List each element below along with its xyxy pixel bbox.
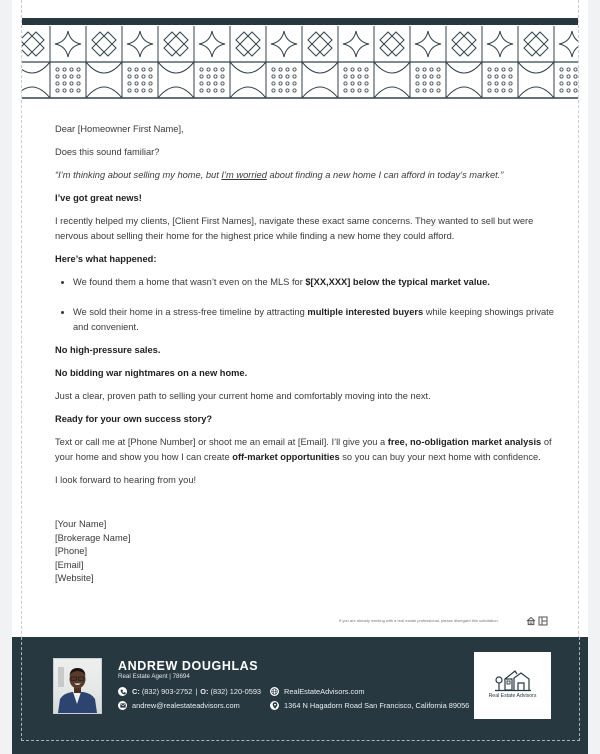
logo-text: Real Estate Advisors (488, 693, 537, 699)
dot-motif (200, 82, 203, 85)
dot-motif (63, 89, 66, 92)
cta-text: of your home and show you how I can create (55, 437, 552, 462)
dot-motif (344, 82, 347, 85)
agent-photo (53, 658, 102, 714)
arc-motif-bottom (22, 87, 50, 98)
dot-motif (293, 82, 296, 85)
dot-motif (416, 82, 419, 85)
arc-motif-bottom (158, 87, 194, 98)
agent-name: ANDREW DOUGHLAS (118, 659, 259, 673)
dot-motif (495, 68, 498, 71)
dot-motif (560, 89, 563, 92)
dot-motif (207, 82, 210, 85)
map-pin-icon (270, 701, 279, 710)
homeowner-quote (55, 168, 565, 183)
dot-motif (77, 68, 80, 71)
dot-motif (200, 89, 203, 92)
dot-motif (221, 75, 224, 78)
dot-motif (128, 89, 131, 92)
dot-motif (286, 75, 289, 78)
dot-motif (365, 75, 368, 78)
bullet-text-end: while keeping showings private and convenient. (73, 307, 554, 332)
dot-motif (279, 75, 282, 78)
dot-motif (365, 89, 368, 92)
clear-path-line: Just a clear, proven path to selling your current home and comfortably moving into the next. (55, 391, 431, 401)
star-motif (415, 31, 441, 57)
greeting: Dear [Homeowner First Name], (55, 124, 184, 134)
quote-end: about finding a new home I can afford in today’s market.” (266, 170, 504, 180)
dot-motif (430, 89, 433, 92)
dot-motif (437, 82, 440, 85)
dot-motif (63, 75, 66, 78)
agent-address: 1364 N Hagadorn Road San Francisco, California 89056 (284, 701, 470, 710)
dot-motif (488, 82, 491, 85)
signature-phone: [Phone] (55, 546, 88, 557)
agent-title: Real Estate Agent | 78694 (118, 673, 190, 680)
arc-motif-bottom (446, 87, 482, 98)
arc-motif-top (302, 62, 338, 73)
crossed-square-motif (524, 32, 548, 56)
signature-website: [Website] (55, 573, 94, 584)
star-motif (271, 31, 297, 57)
dot-motif (200, 68, 203, 71)
house-logo-icon (495, 670, 531, 692)
dot-motif (214, 82, 217, 85)
dot-motif (574, 89, 577, 92)
dot-motif (149, 68, 152, 71)
ready-heading: Ready for your own success story? (55, 414, 213, 424)
arc-motif-top (22, 62, 50, 73)
dot-motif (423, 89, 426, 92)
dot-motif (495, 89, 498, 92)
dot-motif (279, 82, 282, 85)
dot-motif (70, 68, 73, 71)
address-row (270, 701, 469, 710)
happened-heading: Here’s what happened: (55, 254, 157, 264)
signature-name: [Your Name] (55, 519, 107, 529)
dot-motif (149, 82, 152, 85)
dot-motif (207, 89, 210, 92)
globe-icon (270, 687, 279, 696)
dot-motif (509, 89, 512, 92)
closing-line: I look forward to hearing from you! (55, 475, 197, 485)
arc-motif-bottom (374, 87, 410, 98)
dot-motif (488, 89, 491, 92)
no-bidding-line: No bidding war nightmares on a new home. (55, 368, 248, 378)
dot-motif (207, 75, 210, 78)
dot-motif (279, 68, 282, 71)
email-row (118, 701, 240, 710)
dot-motif (272, 82, 275, 85)
arc-motif-top (230, 62, 266, 73)
quote-start: “I’m thinking about selling my home, but (55, 170, 222, 180)
bullet-text: We sold their home in a stress-free timeline by attracting (73, 307, 308, 317)
dot-motif (560, 68, 563, 71)
dot-motif (142, 75, 145, 78)
dot-motif (488, 68, 491, 71)
crossed-square-motif (164, 32, 188, 56)
dot-motif (437, 68, 440, 71)
dot-motif (430, 68, 433, 71)
dot-motif (63, 68, 66, 71)
agent-portrait (54, 659, 101, 713)
star-motif (199, 31, 225, 57)
dot-motif (502, 89, 505, 92)
crossed-square-motif (380, 32, 404, 56)
crossed-square-motif (452, 32, 476, 56)
phone-icon (118, 687, 127, 696)
dot-motif (293, 75, 296, 78)
crossed-square-motif (308, 32, 332, 56)
dot-motif (56, 68, 59, 71)
dot-motif (293, 68, 296, 71)
dot-motif (286, 82, 289, 85)
arc-motif-bottom (302, 87, 338, 98)
cta-text: Text or call me at [Phone Number] or shoot me an email at [Email]. I’ll give you a (55, 437, 388, 447)
dot-motif (574, 68, 577, 71)
dot-motif (567, 82, 570, 85)
dot-motif (56, 89, 59, 92)
dot-motif (63, 82, 66, 85)
dot-motif (214, 75, 217, 78)
dot-motif (272, 68, 275, 71)
crossed-square-motif (236, 32, 260, 56)
signature-block (55, 518, 130, 586)
dot-motif (430, 82, 433, 85)
office-label: O: (200, 687, 209, 696)
bullet-text: We found them a home that wasn’t even on the MLS for (73, 277, 306, 287)
arc-motif-bottom (86, 87, 122, 98)
letter-body (55, 122, 565, 496)
cell-label: C: (132, 687, 140, 696)
dot-motif (509, 68, 512, 71)
dot-motif (574, 75, 577, 78)
phone-separator: | (195, 687, 198, 696)
bullet-bold: $[XX,XXX] below the typical market value. (305, 277, 490, 287)
cell-phone[interactable]: (832) 903-2752 (141, 687, 193, 696)
dot-motif (128, 75, 131, 78)
dot-motif (495, 75, 498, 78)
cta-bold: free, no-obligation market analysis (387, 437, 542, 447)
dot-motif (135, 68, 138, 71)
dot-motif (560, 82, 563, 85)
brokerage-logo (474, 652, 551, 719)
dot-motif (272, 89, 275, 92)
dot-motif (509, 75, 512, 78)
envelope-icon (118, 701, 127, 710)
dot-motif (437, 89, 440, 92)
geometric-pattern (22, 18, 578, 100)
dot-motif (495, 82, 498, 85)
dot-motif (358, 82, 361, 85)
arc-motif-top (86, 62, 122, 73)
star-motif (487, 31, 513, 57)
dot-motif (567, 89, 570, 92)
no-pressure-line: No high-pressure sales. (55, 345, 161, 355)
arc-motif-bottom (230, 87, 266, 98)
dot-motif (437, 75, 440, 78)
star-motif (343, 31, 369, 57)
arc-motif-bottom (518, 87, 554, 98)
opening-question: Does this sound familiar? (55, 147, 160, 157)
pattern-top-bar (22, 18, 578, 25)
star-motif (559, 31, 578, 57)
dot-motif (416, 89, 419, 92)
dot-motif (214, 89, 217, 92)
dot-motif (56, 82, 59, 85)
call-to-action (55, 435, 565, 465)
client-story: I recently helped my clients, [Client First Names], navigate these exact same concerns. They wanted to sell but were nervous about selling their home for the highest price while finding a new home they could afford. (55, 216, 534, 241)
dot-motif (344, 89, 347, 92)
dot-motif (207, 68, 210, 71)
signature-brokerage: [Brokerage Name] (55, 532, 131, 543)
dot-motif (560, 75, 563, 78)
dot-motif (502, 82, 505, 85)
list-item (73, 275, 565, 290)
dot-motif (142, 82, 145, 85)
agent-email[interactable]: andrew@realestateadvisors.com (132, 701, 240, 710)
arc-motif-top (158, 62, 194, 73)
dot-motif (149, 89, 152, 92)
dot-motif (416, 75, 419, 78)
dot-motif (488, 75, 491, 78)
cta-bold: off-market opportunities (232, 452, 340, 462)
signature-email: [Email] (55, 559, 84, 570)
dot-motif (423, 75, 426, 78)
dot-motif (351, 82, 354, 85)
dot-motif (358, 68, 361, 71)
dot-motif (135, 89, 138, 92)
dot-motif (567, 75, 570, 78)
results-list (55, 275, 565, 335)
dot-motif (128, 82, 131, 85)
dot-motif (56, 75, 59, 78)
star-motif (127, 31, 153, 57)
dot-motif (221, 89, 224, 92)
dot-motif (272, 75, 275, 78)
office-phone[interactable]: (832) 120-0593 (210, 687, 262, 696)
dot-motif (351, 89, 354, 92)
arc-motif-top (446, 62, 482, 73)
decorative-pattern-header (22, 18, 578, 100)
dot-motif (77, 82, 80, 85)
dot-motif (70, 75, 73, 78)
dot-motif (365, 68, 368, 71)
agent-website[interactable]: RealEstateAdvisors.com (284, 687, 365, 696)
headline: I’ve got great news! (55, 193, 142, 203)
dot-motif (149, 75, 152, 78)
website-row (270, 687, 365, 696)
dot-motif (77, 89, 80, 92)
dot-motif (70, 89, 73, 92)
dot-motif (142, 68, 145, 71)
dot-motif (358, 89, 361, 92)
dot-motif (509, 82, 512, 85)
solicitation-disclaimer: If you are already working with a real estate professional, please disregard this solicitation. (339, 618, 499, 623)
dot-motif (70, 82, 73, 85)
list-item (73, 305, 565, 335)
realtor-icon (538, 616, 548, 626)
dot-motif (574, 82, 577, 85)
dot-motif (279, 89, 282, 92)
dot-motif (135, 82, 138, 85)
dot-motif (567, 68, 570, 71)
dot-motif (135, 75, 138, 78)
cta-text: so you can buy your next home with confidence. (339, 452, 541, 462)
quote-underlined: I’m worried (221, 170, 267, 180)
dot-motif (423, 82, 426, 85)
bullet-bold: multiple interested buyers (307, 307, 424, 317)
dot-motif (142, 89, 145, 92)
dot-motif (221, 82, 224, 85)
dot-motif (200, 75, 203, 78)
dot-motif (430, 75, 433, 78)
arc-motif-top (374, 62, 410, 73)
dot-motif (344, 68, 347, 71)
dot-motif (502, 68, 505, 71)
dot-motif (293, 89, 296, 92)
dot-motif (128, 68, 131, 71)
dot-motif (344, 75, 347, 78)
crossed-square-motif (92, 32, 116, 56)
dot-motif (351, 75, 354, 78)
dot-motif (286, 68, 289, 71)
dot-motif (221, 68, 224, 71)
dot-motif (351, 68, 354, 71)
dot-motif (365, 82, 368, 85)
phone-row (118, 687, 261, 696)
dot-motif (416, 68, 419, 71)
dot-motif (358, 75, 361, 78)
dot-motif (502, 75, 505, 78)
dot-motif (423, 68, 426, 71)
dot-motif (77, 75, 80, 78)
dot-motif (286, 89, 289, 92)
star-motif (55, 31, 81, 57)
equal-housing-icon (526, 616, 536, 626)
dot-motif (214, 68, 217, 71)
arc-motif-top (518, 62, 554, 73)
